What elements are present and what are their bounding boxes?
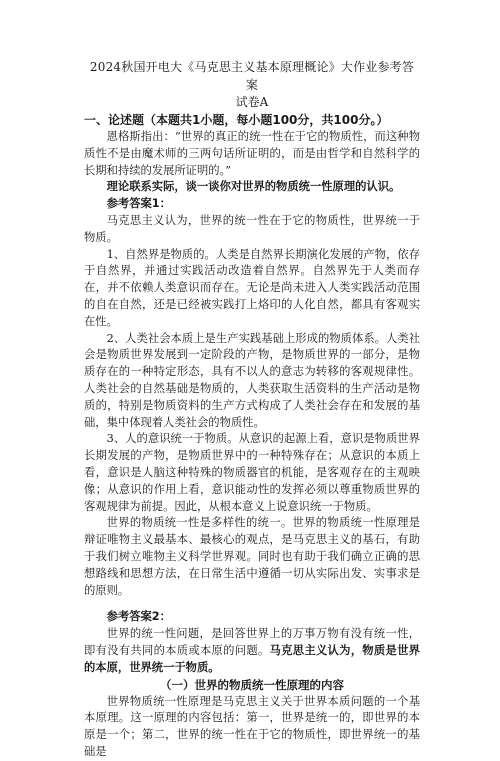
answer-2-paragraph-1: [84, 626, 420, 676]
answer-2-paragraph-2: 世界物质统一性原理是马克思主义关于世界本质问题的一个基本原理。这一原理的内容包括：第一，世界是统一的，即世界的本原是一个；第二，世界的统一性在于它的物质性，即世界统一的基础是: [84, 694, 420, 758]
question-text: 理论联系实际，谈一谈你对世界的物质统一性原理的认识。: [106, 180, 401, 194]
section-heading: （一）世界的物质统一性原理的内容: [160, 677, 344, 692]
answer-1-paragraph-1: 马克思主义认为，世界的统一性在于它的物质性，世界统一于物质。: [84, 213, 420, 244]
answer-1-label: 参考答案1：: [106, 197, 171, 211]
answer-1-paragraph-2: 1、自然界是物质的。人类是自然界长期演化发展的产物，依存于自然界，并通过实践活动改造着自然界。自然界先于人类而存在，并不依赖人类意识而存在。无论是尚未进入人类实践活动范围的自在自然，还是已经被实践打上烙印的人化自然，都具有客观实在性。: [84, 247, 420, 328]
answer-2-bold-text: 马克思主义认为，物质是世界的本原，世界统一于物质。: [84, 643, 420, 674]
spacer: [84, 599, 420, 609]
document-title: 2024秋国开电大《马克思主义基本原理概论》大作业参考答案: [89, 60, 415, 92]
answer-1-paragraph-5: 世界的物质统一性是多样性的统一。世界的物质统一性原理是辩证唯物主义最基本、最核心的观点，是马克思主义的基石，有助于我们树立唯物主义科学世界观。同时也有助于我们确立正确的思想路线和思想方法，在日常生活中遵循一切从实际出发、实事求是的原则。: [84, 516, 420, 597]
answer-2-label: 参考答案2：: [106, 610, 171, 624]
answer-1-paragraph-3: 2、人类社会本质上是生产实践基础上形成的物质体系。人类社会是物质世界发展到一定阶段的产物，是物质世界的一部分，是物质存在的一种特定形态，具有不以人的意志为转移的客观规律性。人类社会的自然基础是物质的，人类获取生活资料的生产活动是物质的，特别是物质资料的生产方式构成了人类社会存在和发展的基础，集中体现着人类社会的物质性。: [84, 331, 420, 429]
engels-quote: 恩格斯指出：“世界的真正的统一性在于它的物质性，而这种物质性不是由魔术师的三两句话所证明的，而是由哲学和自然科学的长期和持续的发展所证明的。”: [84, 130, 420, 177]
answer-1-paragraph-4: 3、人的意识统一于物质。从意识的起源上看，意识是物质世界长期发展的产物，是物质世界中的一种特殊存在；从意识的本质上看，意识是人脑这种特殊的物质器官的机能，是客观存在的主观映像；从意识的作用上看，意识能动性的发挥必须以尊重物质世界的客观规律为前提。因此，从根本意义上说意识统一于物质。: [84, 432, 420, 513]
answer-2-plain-text: 世界的统一性问题，是回答世界上的万事万物有没有统一性，即有没有共同的本质或本原的问题。: [84, 627, 420, 657]
paper-label: 试卷A: [235, 95, 269, 109]
question-heading: 一、论述题（本题共1小题，每小题100分，共100分。）: [84, 113, 389, 127]
